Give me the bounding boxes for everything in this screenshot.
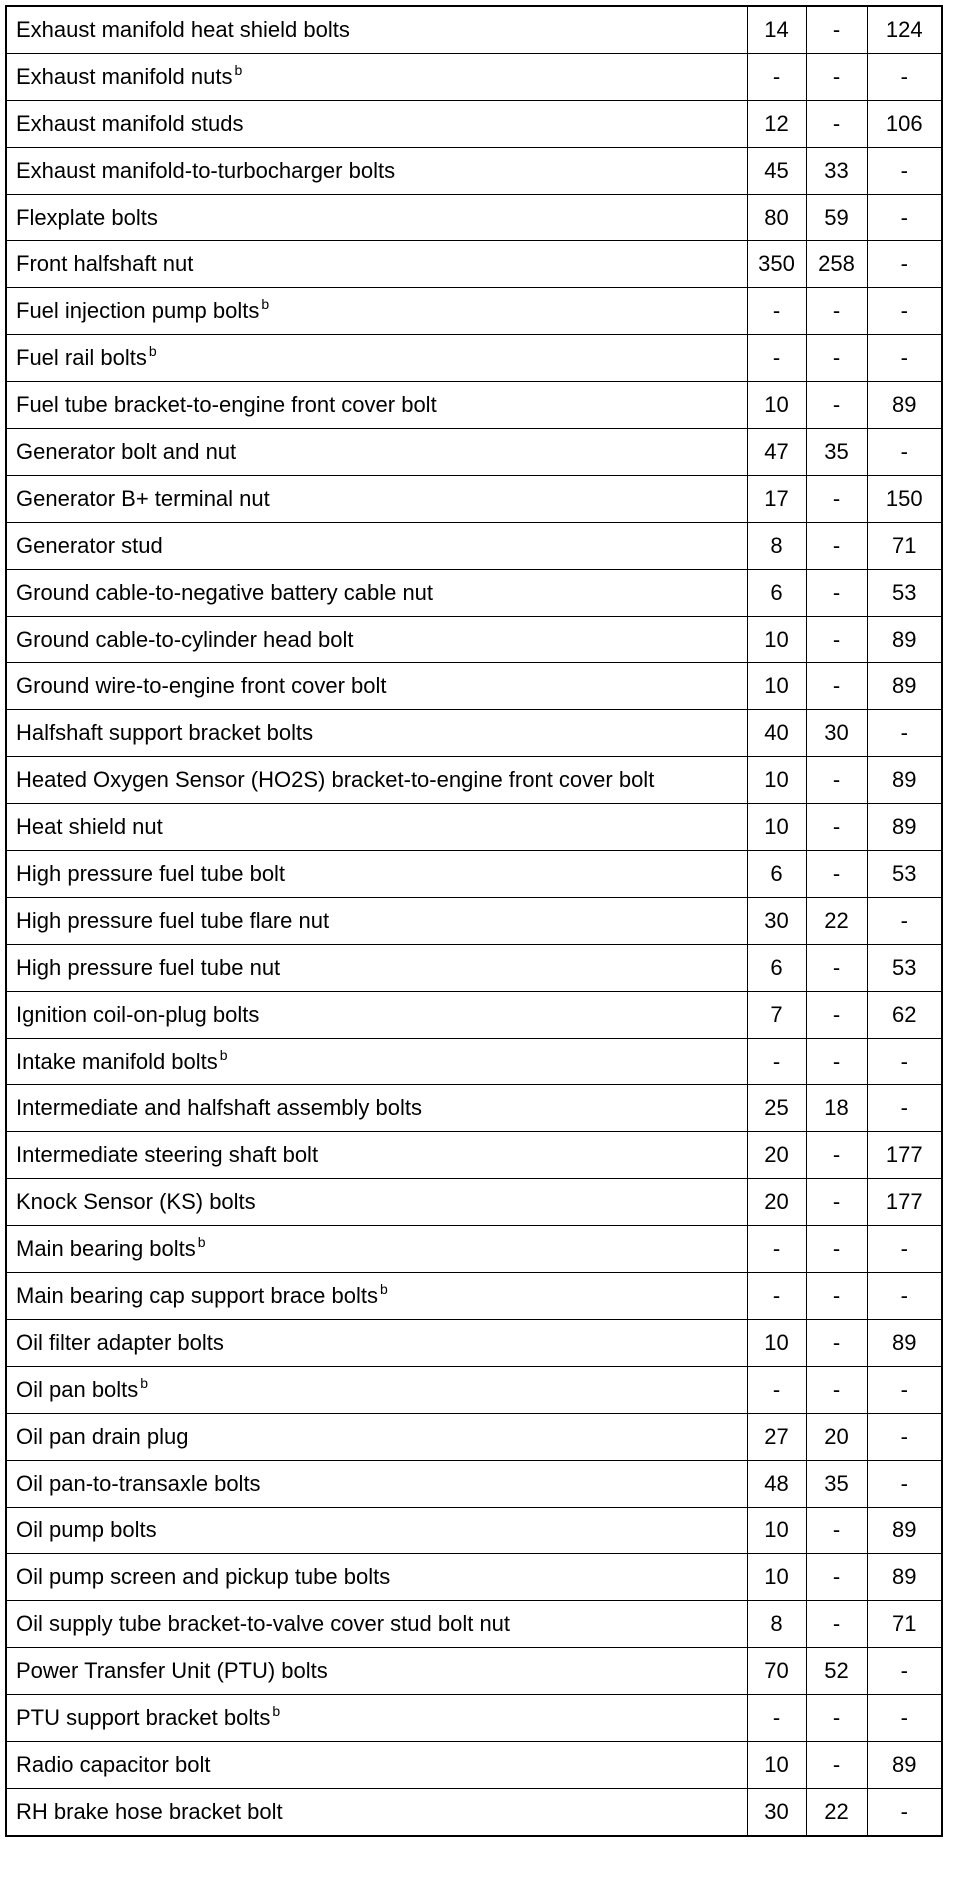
table-row [6,1319,942,1366]
lbin-value-cell: 71 [867,1601,942,1648]
description-text: Oil supply tube bracket-to-valve cover stud bolt nut [16,1611,511,1637]
lbin-value-cell: - [867,1366,942,1413]
nm-value-cell: 20 [747,1132,806,1179]
description-text: Halfshaft support bracket bolts [16,720,314,746]
description-cell [6,1413,747,1460]
lbin-value-cell: 150 [867,475,942,522]
nm-value-cell: 30 [747,1788,806,1835]
nm-value-cell: 10 [747,1507,806,1554]
nm-value-cell: 6 [747,944,806,991]
lbft-value-cell: 18 [806,1085,867,1132]
description-text: Intake manifold bolts [16,1048,218,1074]
description-cell [6,757,747,804]
lbin-value-cell: 53 [867,851,942,898]
footnote-marker: b [197,1234,206,1251]
nm-value-cell: 70 [747,1648,806,1695]
nm-value-cell: 6 [747,569,806,616]
table-row [6,382,942,429]
nm-value-cell: 10 [747,757,806,804]
nm-value-cell: 12 [747,100,806,147]
lbft-value-cell: - [806,6,867,53]
description-cell [6,288,747,335]
description-cell [6,804,747,851]
description-cell [6,1648,747,1695]
description-text: High pressure fuel tube flare nut [16,907,330,933]
description-text: Exhaust manifold studs [16,110,244,136]
description-text: Intermediate and halfshaft assembly bolts [16,1095,423,1121]
description-text: Fuel tube bracket-to-engine front cover bolt [16,392,437,418]
lbin-value-cell: - [867,1788,942,1835]
lbin-value-cell: - [867,194,942,241]
description-cell [6,429,747,476]
lbin-value-cell: - [867,1085,942,1132]
description-cell [6,1460,747,1507]
description-text: Oil pump bolts [16,1517,157,1543]
description-text: Flexplate bolts [16,204,158,230]
lbin-value-cell: 89 [867,663,942,710]
description-cell [6,522,747,569]
nm-value-cell: 10 [747,1741,806,1788]
description-cell [6,1038,747,1085]
description-text: Oil pan-to-transaxle bolts [16,1470,261,1496]
footnote-marker: b [234,61,243,78]
lbft-value-cell: 22 [806,1788,867,1835]
description-cell [6,6,747,53]
description-text: Exhaust manifold-to-turbocharger bolts [16,157,396,183]
nm-value-cell: 48 [747,1460,806,1507]
nm-value-cell: - [747,1695,806,1742]
table-row [6,757,942,804]
nm-value-cell: - [747,1038,806,1085]
description-cell [6,1695,747,1742]
footnote-marker: b [261,296,270,313]
lbft-value-cell: - [806,1273,867,1320]
lbft-value-cell: - [806,382,867,429]
lbft-value-cell: - [806,663,867,710]
description-cell [6,616,747,663]
nm-value-cell: 27 [747,1413,806,1460]
lbft-value-cell: - [806,991,867,1038]
table-row [6,1132,942,1179]
nm-value-cell: 80 [747,194,806,241]
lbin-value-cell: - [867,710,942,757]
description-text: Exhaust manifold nuts [16,63,233,89]
description-cell [6,569,747,616]
table-row [6,100,942,147]
description-cell [6,1601,747,1648]
lbin-value-cell: 62 [867,991,942,1038]
table-row [6,1601,942,1648]
nm-value-cell: 10 [747,1319,806,1366]
table-row [6,1741,942,1788]
lbft-value-cell: - [806,288,867,335]
lbin-value-cell: 53 [867,569,942,616]
table-row [6,241,942,288]
lbft-value-cell: 59 [806,194,867,241]
description-cell [6,194,747,241]
description-text: Radio capacitor bolt [16,1751,211,1777]
lbft-value-cell: 52 [806,1648,867,1695]
table-row [6,194,942,241]
table-row [6,1366,942,1413]
lbin-value-cell: 124 [867,6,942,53]
table-row [6,991,942,1038]
lbft-value-cell: - [806,522,867,569]
nm-value-cell: 47 [747,429,806,476]
description-text: Fuel rail bolts [16,345,147,371]
lbft-value-cell: - [806,1226,867,1273]
lbft-value-cell: 258 [806,241,867,288]
table-row [6,616,942,663]
table-row [6,1226,942,1273]
lbft-value-cell: 35 [806,429,867,476]
footnote-marker: b [148,343,157,360]
description-cell [6,53,747,100]
nm-value-cell: 10 [747,663,806,710]
description-text: Ignition coil-on-plug bolts [16,1001,260,1027]
table-row [6,429,942,476]
lbin-value-cell: 89 [867,1741,942,1788]
nm-value-cell: 10 [747,382,806,429]
description-text: Generator stud [16,532,163,558]
table-row [6,663,942,710]
nm-value-cell: 20 [747,1179,806,1226]
description-text: Main bearing bolts [16,1236,196,1262]
description-text: Oil filter adapter bolts [16,1329,224,1355]
description-cell [6,1554,747,1601]
lbin-value-cell: 177 [867,1132,942,1179]
lbin-value-cell: 71 [867,522,942,569]
nm-value-cell: 30 [747,897,806,944]
description-cell [6,1319,747,1366]
nm-value-cell: 40 [747,710,806,757]
table-row [6,335,942,382]
table-row [6,569,942,616]
lbin-value-cell: - [867,147,942,194]
description-cell [6,710,747,757]
nm-value-cell: 45 [747,147,806,194]
description-text: Power Transfer Unit (PTU) bolts [16,1658,328,1684]
lbin-value-cell: 106 [867,100,942,147]
description-cell [6,991,747,1038]
lbin-value-cell: - [867,1226,942,1273]
lbin-value-cell: 89 [867,616,942,663]
lbft-value-cell: - [806,569,867,616]
description-cell [6,1788,747,1835]
lbft-value-cell: - [806,944,867,991]
lbin-value-cell: 89 [867,804,942,851]
description-text: Ground cable-to-cylinder head bolt [16,626,354,652]
description-text: Generator B+ terminal nut [16,485,270,511]
description-cell [6,1085,747,1132]
description-text: Heated Oxygen Sensor (HO2S) bracket-to-engine front cover bolt [16,767,655,793]
lbin-value-cell: 177 [867,1179,942,1226]
nm-value-cell: - [747,1366,806,1413]
description-cell [6,1507,747,1554]
description-text: Generator bolt and nut [16,438,237,464]
nm-value-cell: 10 [747,1554,806,1601]
description-cell [6,663,747,710]
lbin-value-cell: - [867,335,942,382]
lbin-value-cell: 89 [867,1554,942,1601]
nm-value-cell: 17 [747,475,806,522]
table-row [6,6,942,53]
table-row [6,1085,942,1132]
table-row [6,288,942,335]
table-row [6,1695,942,1742]
table-row [6,804,942,851]
lbin-value-cell: - [867,1413,942,1460]
lbft-value-cell: - [806,335,867,382]
table-row [6,53,942,100]
lbin-value-cell: 53 [867,944,942,991]
lbin-value-cell: 89 [867,382,942,429]
lbft-value-cell: - [806,1741,867,1788]
footnote-marker: b [380,1280,388,1297]
lbin-value-cell: 89 [867,1507,942,1554]
nm-value-cell: - [747,288,806,335]
description-cell [6,1366,747,1413]
description-cell [6,382,747,429]
table-row [6,475,942,522]
description-text: Exhaust manifold heat shield bolts [16,16,350,42]
lbft-value-cell: - [806,1507,867,1554]
nm-value-cell: 25 [747,1085,806,1132]
nm-value-cell: - [747,335,806,382]
lbft-value-cell: - [806,1132,867,1179]
nm-value-cell: 350 [747,241,806,288]
description-cell [6,475,747,522]
lbin-value-cell: - [867,1460,942,1507]
table-row [6,897,942,944]
table-row [6,1038,942,1085]
table-row [6,1273,942,1320]
description-cell [6,241,747,288]
description-text: Intermediate steering shaft bolt [16,1142,319,1168]
lbft-value-cell: 30 [806,710,867,757]
lbin-value-cell: - [867,53,942,100]
description-text: High pressure fuel tube nut [16,954,281,980]
table-row [6,1788,942,1835]
lbft-value-cell: - [806,757,867,804]
torque-spec-table [5,5,943,1837]
lbft-value-cell: - [806,616,867,663]
nm-value-cell: - [747,1226,806,1273]
nm-value-cell: - [747,53,806,100]
lbft-value-cell: - [806,1554,867,1601]
lbft-value-cell: - [806,53,867,100]
lbft-value-cell: - [806,1179,867,1226]
description-text: Oil pan bolts [16,1376,139,1402]
table-row [6,1413,942,1460]
description-cell [6,147,747,194]
footnote-marker: b [272,1703,281,1719]
description-text: Knock Sensor (KS) bolts [16,1189,256,1215]
description-text: Oil pump screen and pickup tube bolts [16,1564,391,1590]
lbin-value-cell: - [867,429,942,476]
nm-value-cell: 8 [747,522,806,569]
table-row [6,851,942,898]
lbin-value-cell: - [867,241,942,288]
nm-value-cell: 10 [747,804,806,851]
description-cell [6,1273,747,1320]
lbft-value-cell: - [806,1038,867,1085]
description-text: Ground cable-to-negative battery cable nut [16,579,434,605]
description-cell [6,944,747,991]
lbft-value-cell: - [806,475,867,522]
description-cell [6,851,747,898]
description-text: Fuel injection pump bolts [16,298,260,324]
nm-value-cell: - [747,1273,806,1320]
description-cell [6,100,747,147]
lbin-value-cell: 89 [867,1319,942,1366]
description-text: PTU support bracket bolts [16,1705,271,1730]
lbin-value-cell: - [867,897,942,944]
lbin-value-cell: - [867,1273,942,1320]
lbft-value-cell: - [806,1695,867,1742]
description-text: Oil pan drain plug [16,1423,189,1449]
lbft-value-cell: - [806,1366,867,1413]
nm-value-cell: 8 [747,1601,806,1648]
lbft-value-cell: 33 [806,147,867,194]
nm-value-cell: 6 [747,851,806,898]
lbin-value-cell: - [867,1038,942,1085]
description-text: Main bearing cap support brace bolts [16,1282,378,1308]
table-row [6,1507,942,1554]
nm-value-cell: 14 [747,6,806,53]
footnote-marker: b [140,1374,149,1391]
table-row [6,1179,942,1226]
description-cell [6,1226,747,1273]
table-row [6,710,942,757]
description-cell [6,1741,747,1788]
nm-value-cell: 7 [747,991,806,1038]
description-text: RH brake hose bracket bolt [16,1798,283,1824]
lbft-value-cell: 20 [806,1413,867,1460]
description-cell [6,335,747,382]
table-row [6,1554,942,1601]
lbft-value-cell: - [806,804,867,851]
lbin-value-cell: - [867,1695,942,1742]
lbft-value-cell: - [806,1601,867,1648]
table-row [6,147,942,194]
nm-value-cell: 10 [747,616,806,663]
footnote-marker: b [219,1046,228,1063]
description-cell [6,1132,747,1179]
description-text: Ground wire-to-engine front cover bolt [16,673,387,699]
lbft-value-cell: - [806,100,867,147]
lbft-value-cell: - [806,1319,867,1366]
lbft-value-cell: 35 [806,1460,867,1507]
lbin-value-cell: - [867,288,942,335]
description-text: Front halfshaft nut [16,251,194,277]
lbft-value-cell: 22 [806,897,867,944]
description-text: High pressure fuel tube bolt [16,860,286,886]
description-text: Heat shield nut [16,814,163,840]
table-row [6,944,942,991]
description-cell [6,1179,747,1226]
lbin-value-cell: - [867,1648,942,1695]
table-row [6,1460,942,1507]
table-row [6,1648,942,1695]
torque-spec-table-body [6,6,942,1836]
lbft-value-cell: - [806,851,867,898]
table-row [6,522,942,569]
description-cell [6,897,747,944]
lbin-value-cell: 89 [867,757,942,804]
